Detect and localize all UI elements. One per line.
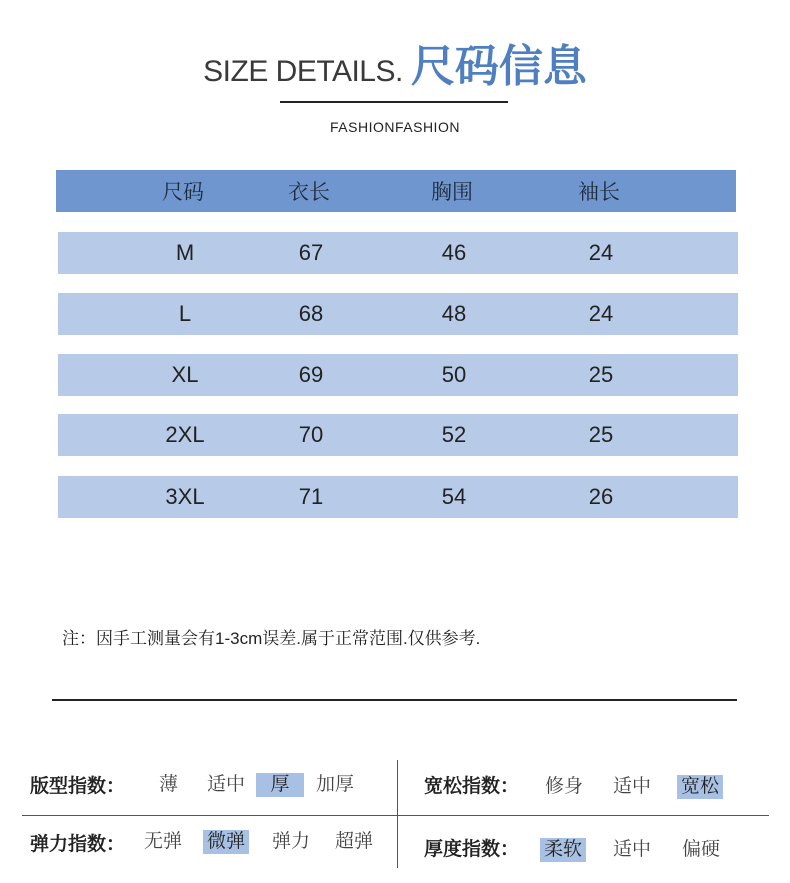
measurement-note: 注：因手工测量会有1-3cm误差.属于正常范围.仅供参考. <box>62 629 481 648</box>
cell-length: 68 <box>298 301 324 326</box>
elasticity-index-label: 弹力指数： <box>30 834 126 855</box>
attributes-horizontal-divider <box>22 815 769 816</box>
thickness-option-medium: 适中 <box>613 839 652 860</box>
fit-option-thin: 薄 <box>159 774 179 795</box>
page-title <box>0 30 790 94</box>
cell-length: 69 <box>298 362 324 387</box>
cell-chest: 48 <box>441 301 467 326</box>
fit-option-medium: 适中 <box>207 774 246 795</box>
cell-sleeve: 25 <box>588 422 614 447</box>
cell-sleeve: 26 <box>588 484 614 509</box>
cell-size: M <box>175 240 195 265</box>
thickness-index-label: 厚度指数： <box>424 839 520 860</box>
cell-size: 2XL <box>165 422 205 447</box>
table-row <box>58 232 738 274</box>
fit-index-label: 版型指数： <box>30 776 126 797</box>
table-row <box>58 476 738 518</box>
looseness-index <box>424 771 519 798</box>
elasticity-option-slight: 微弹 <box>203 830 249 854</box>
cell-chest: 52 <box>441 422 467 447</box>
cell-sleeve: 24 <box>588 240 614 265</box>
thickness-option-stiff: 偏硬 <box>682 839 721 860</box>
cell-sleeve: 24 <box>588 301 614 326</box>
elasticity-option-super: 超弹 <box>335 831 374 852</box>
header-size: 尺码 <box>162 181 204 204</box>
elasticity-index <box>30 829 125 856</box>
table-row <box>58 414 738 456</box>
header-chest: 胸围 <box>431 181 473 204</box>
title-cn: 尺码信息 <box>410 42 587 91</box>
cell-size: L <box>178 301 192 326</box>
elasticity-option-none: 无弹 <box>144 831 183 852</box>
section-divider <box>52 699 737 701</box>
cell-chest: 46 <box>441 240 467 265</box>
fit-option-extra-thick: 加厚 <box>316 774 355 795</box>
elasticity-option-stretch: 弹力 <box>272 831 311 852</box>
table-row <box>58 354 738 396</box>
cell-length: 67 <box>298 240 324 265</box>
title-en: SIZE DETAILS. <box>203 55 403 88</box>
cell-size: 3XL <box>165 484 205 509</box>
cell-chest: 50 <box>441 362 467 387</box>
subtitle: FASHIONFASHION <box>330 119 460 135</box>
header-sleeve: 袖长 <box>578 181 620 204</box>
cell-length: 70 <box>298 422 324 447</box>
size-table-header <box>56 170 736 212</box>
fit-option-thick: 厚 <box>256 773 304 797</box>
cell-size: XL <box>171 362 199 387</box>
cell-chest: 54 <box>441 484 467 509</box>
thickness-index <box>424 834 519 861</box>
thickness-option-soft: 柔软 <box>540 838 586 862</box>
attributes-vertical-divider <box>397 760 398 868</box>
looseness-option-loose: 宽松 <box>677 775 723 799</box>
cell-sleeve: 25 <box>588 362 614 387</box>
title-divider <box>280 101 508 103</box>
header-length: 衣长 <box>288 181 330 204</box>
looseness-index-label: 宽松指数： <box>424 776 520 797</box>
cell-length: 71 <box>298 484 324 509</box>
fit-index <box>30 771 125 798</box>
looseness-option-regular: 适中 <box>613 776 652 797</box>
table-row <box>58 293 738 335</box>
looseness-option-slim: 修身 <box>545 776 584 797</box>
